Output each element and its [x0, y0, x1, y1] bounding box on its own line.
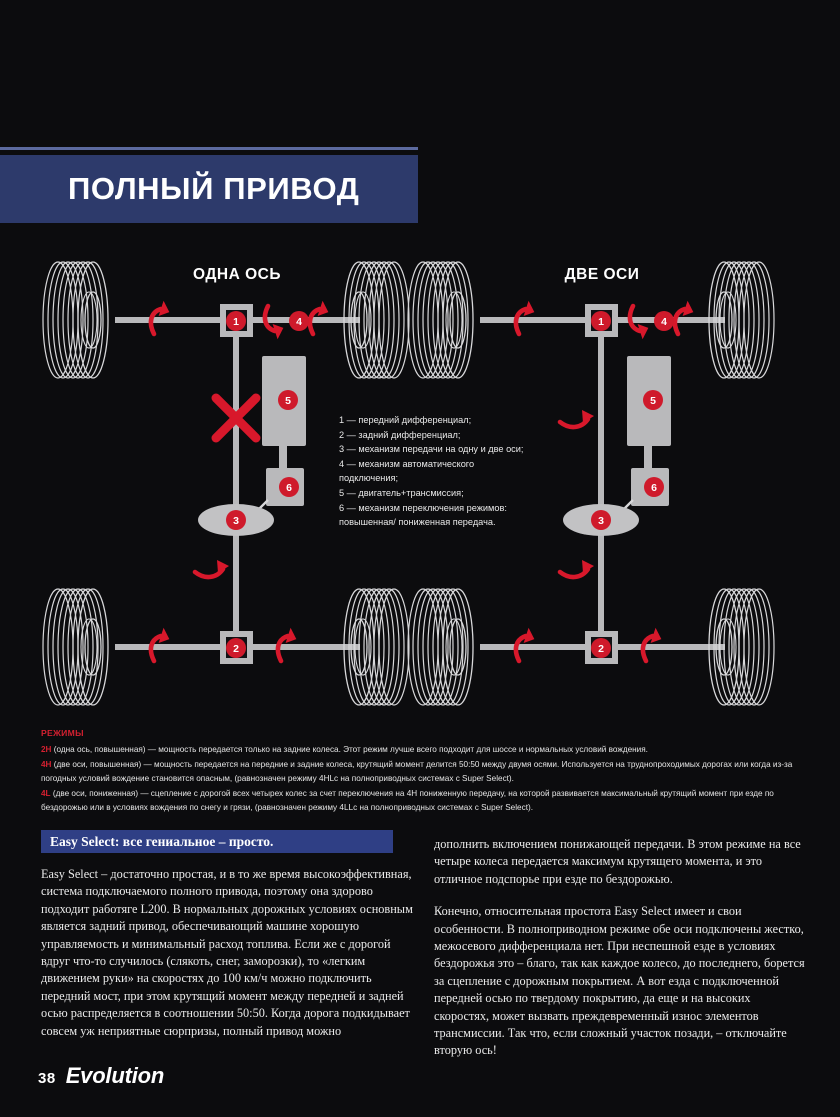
badge-5 [278, 390, 298, 410]
mode-description: (две оси, пониженная) — сцепление с дорогой всех четырех колес за счет переключения на 4Н пониженную передачу, на которой развивается максимальный крутящий момент при езде по бездорожью или в условиях вождения по снегу и грязи, (равнозначен режиму 4LLc на полноприводных системах с Super Select). [41, 788, 774, 813]
legend-item: 5 — двигатель+трансмиссия; [339, 487, 464, 498]
badge-1 [226, 311, 246, 331]
tire-front-right [709, 262, 774, 378]
page-footer [38, 1063, 164, 1089]
tire-front-right [344, 262, 409, 378]
mode-entry [41, 743, 801, 757]
paragraph: дополнить включением понижающей передачи. В этом режиме на все четыре колеса передается максимум крутящего момента, и это отличное подспорье при езде по бездорожью. [434, 837, 801, 886]
mode-key: 2H [41, 745, 52, 755]
paragraph: Easy Select – достаточно простая, и в то же время высокоэффективная, система подключаемого полного привода, поэтому она здорово подходит работяге L200. В нормальных дорожных условиях основным является задний привод, обеспечивающий машине хорошую управляемость и минимальный расход топлива. Если же с дорогой вдруг что-то случилось (слякоть, снег, заморозки), то «легким движением руки» на скоростях до 100 км/ч можно подключить передний мост, при этом крутящий момент между передней и задней осью распределяется в соотношении 50:50. Когда дорога подкидывает совсем уж неприятные сюрпризы, полный привод можно [41, 867, 413, 1038]
diagram-legend [339, 413, 554, 530]
legend-item: 1 — передний дифференциал; [339, 415, 472, 425]
legend-item: 2 — задний дифференциал; [339, 429, 461, 440]
badge-4 [289, 311, 309, 331]
paragraph: Конечно, относительная простота Easy Select имеет и свои особенности. В полноприводном режиме обе оси подключены жестко, межосевого дифференциала нет. При неспешной езде в условиях бездорожья это – благо, так как каждое колесо, до последнего, борется за сцепление с дорожным покрытием. А вот езда с подключенной передней осью по твердому покрытию, да еще и на высоких скоростях, может вызвать преждевременный износ элементов трансмиссии. Так что, если сложный участок позади, – отключайте вторую ось! [434, 904, 805, 1058]
diagram-right-title: ДВЕ ОСИ [564, 266, 640, 283]
badge-1 [591, 311, 611, 331]
mode-description: (две оси, повышенная) — мощность передается на передние и задние колеса, крутящий момент делится 50:50 между двумя осями. Используется на труднопроходимых дорогах или когда из-за погодных условий вождение становится опасным, (равнозначен режиму 4HLc на полноприводных системах с Super Select). [41, 759, 793, 784]
legend-item: подключения; [339, 473, 399, 484]
diagram-left-title: ОДНА ОСЬ [193, 266, 281, 283]
section-subheading [41, 830, 393, 853]
svg-text:3: 3 [598, 515, 604, 527]
mode-description: (одна ось, повышенная) — мощность передается только на задние колеса. Этот режим лучше всего подходит для шоссе и нормальных условий вождения. [51, 745, 648, 755]
svg-text:5: 5 [650, 395, 656, 407]
tire-front-left [408, 262, 473, 378]
badge-3 [591, 510, 611, 530]
svg-text:1: 1 [598, 316, 604, 328]
svg-text:6: 6 [286, 482, 292, 494]
legend-item: 3 — механизм передачи на одну и две оси; [339, 444, 524, 455]
svg-text:2: 2 [233, 643, 239, 655]
section-subheading-text: Easy Select: все гениальное – просто. [50, 833, 274, 849]
svg-text:4: 4 [296, 316, 302, 328]
tire-rear-right [709, 589, 774, 705]
modes-heading: РЕЖИМЫ [41, 728, 84, 738]
badge-3 [226, 510, 246, 530]
badge-2 [226, 638, 246, 658]
svg-text:4: 4 [661, 316, 667, 328]
legend-item: 4 — механизм автоматического [339, 458, 475, 469]
tire-rear-left [408, 589, 473, 705]
svg-text:2: 2 [598, 643, 604, 655]
svg-text:1: 1 [233, 316, 239, 328]
modes-section [41, 726, 801, 815]
mode-entry [41, 787, 801, 816]
legend-item: повышенная/ пониженная передача. [339, 517, 496, 528]
mode-key: 4L [41, 788, 51, 798]
mode-entry [41, 758, 801, 787]
badge-6 [279, 477, 299, 497]
body-column-right [434, 836, 806, 1075]
body-column-left [41, 866, 413, 1055]
page-title: ПОЛНЫЙ ПРИВОД [68, 171, 360, 206]
svg-text:6: 6 [651, 482, 657, 494]
legend-item: 6 — механизм переключения режимов: [339, 502, 507, 513]
badge-4 [654, 311, 674, 331]
tire-front-left [43, 262, 108, 378]
banner-accent-stripe [0, 147, 418, 150]
tire-rear-right [344, 589, 409, 705]
front-drive-engaged-arrow [560, 410, 594, 427]
badge-2 [591, 638, 611, 658]
title-banner [0, 155, 418, 223]
mode-key: 4H [41, 759, 52, 769]
tire-rear-left [43, 589, 108, 705]
magazine-brand: Evolution [65, 1063, 165, 1088]
badge-5 [643, 390, 663, 410]
badge-6 [644, 477, 664, 497]
svg-text:3: 3 [233, 515, 239, 527]
svg-text:5: 5 [285, 395, 291, 407]
page-number: 38 [38, 1070, 56, 1087]
